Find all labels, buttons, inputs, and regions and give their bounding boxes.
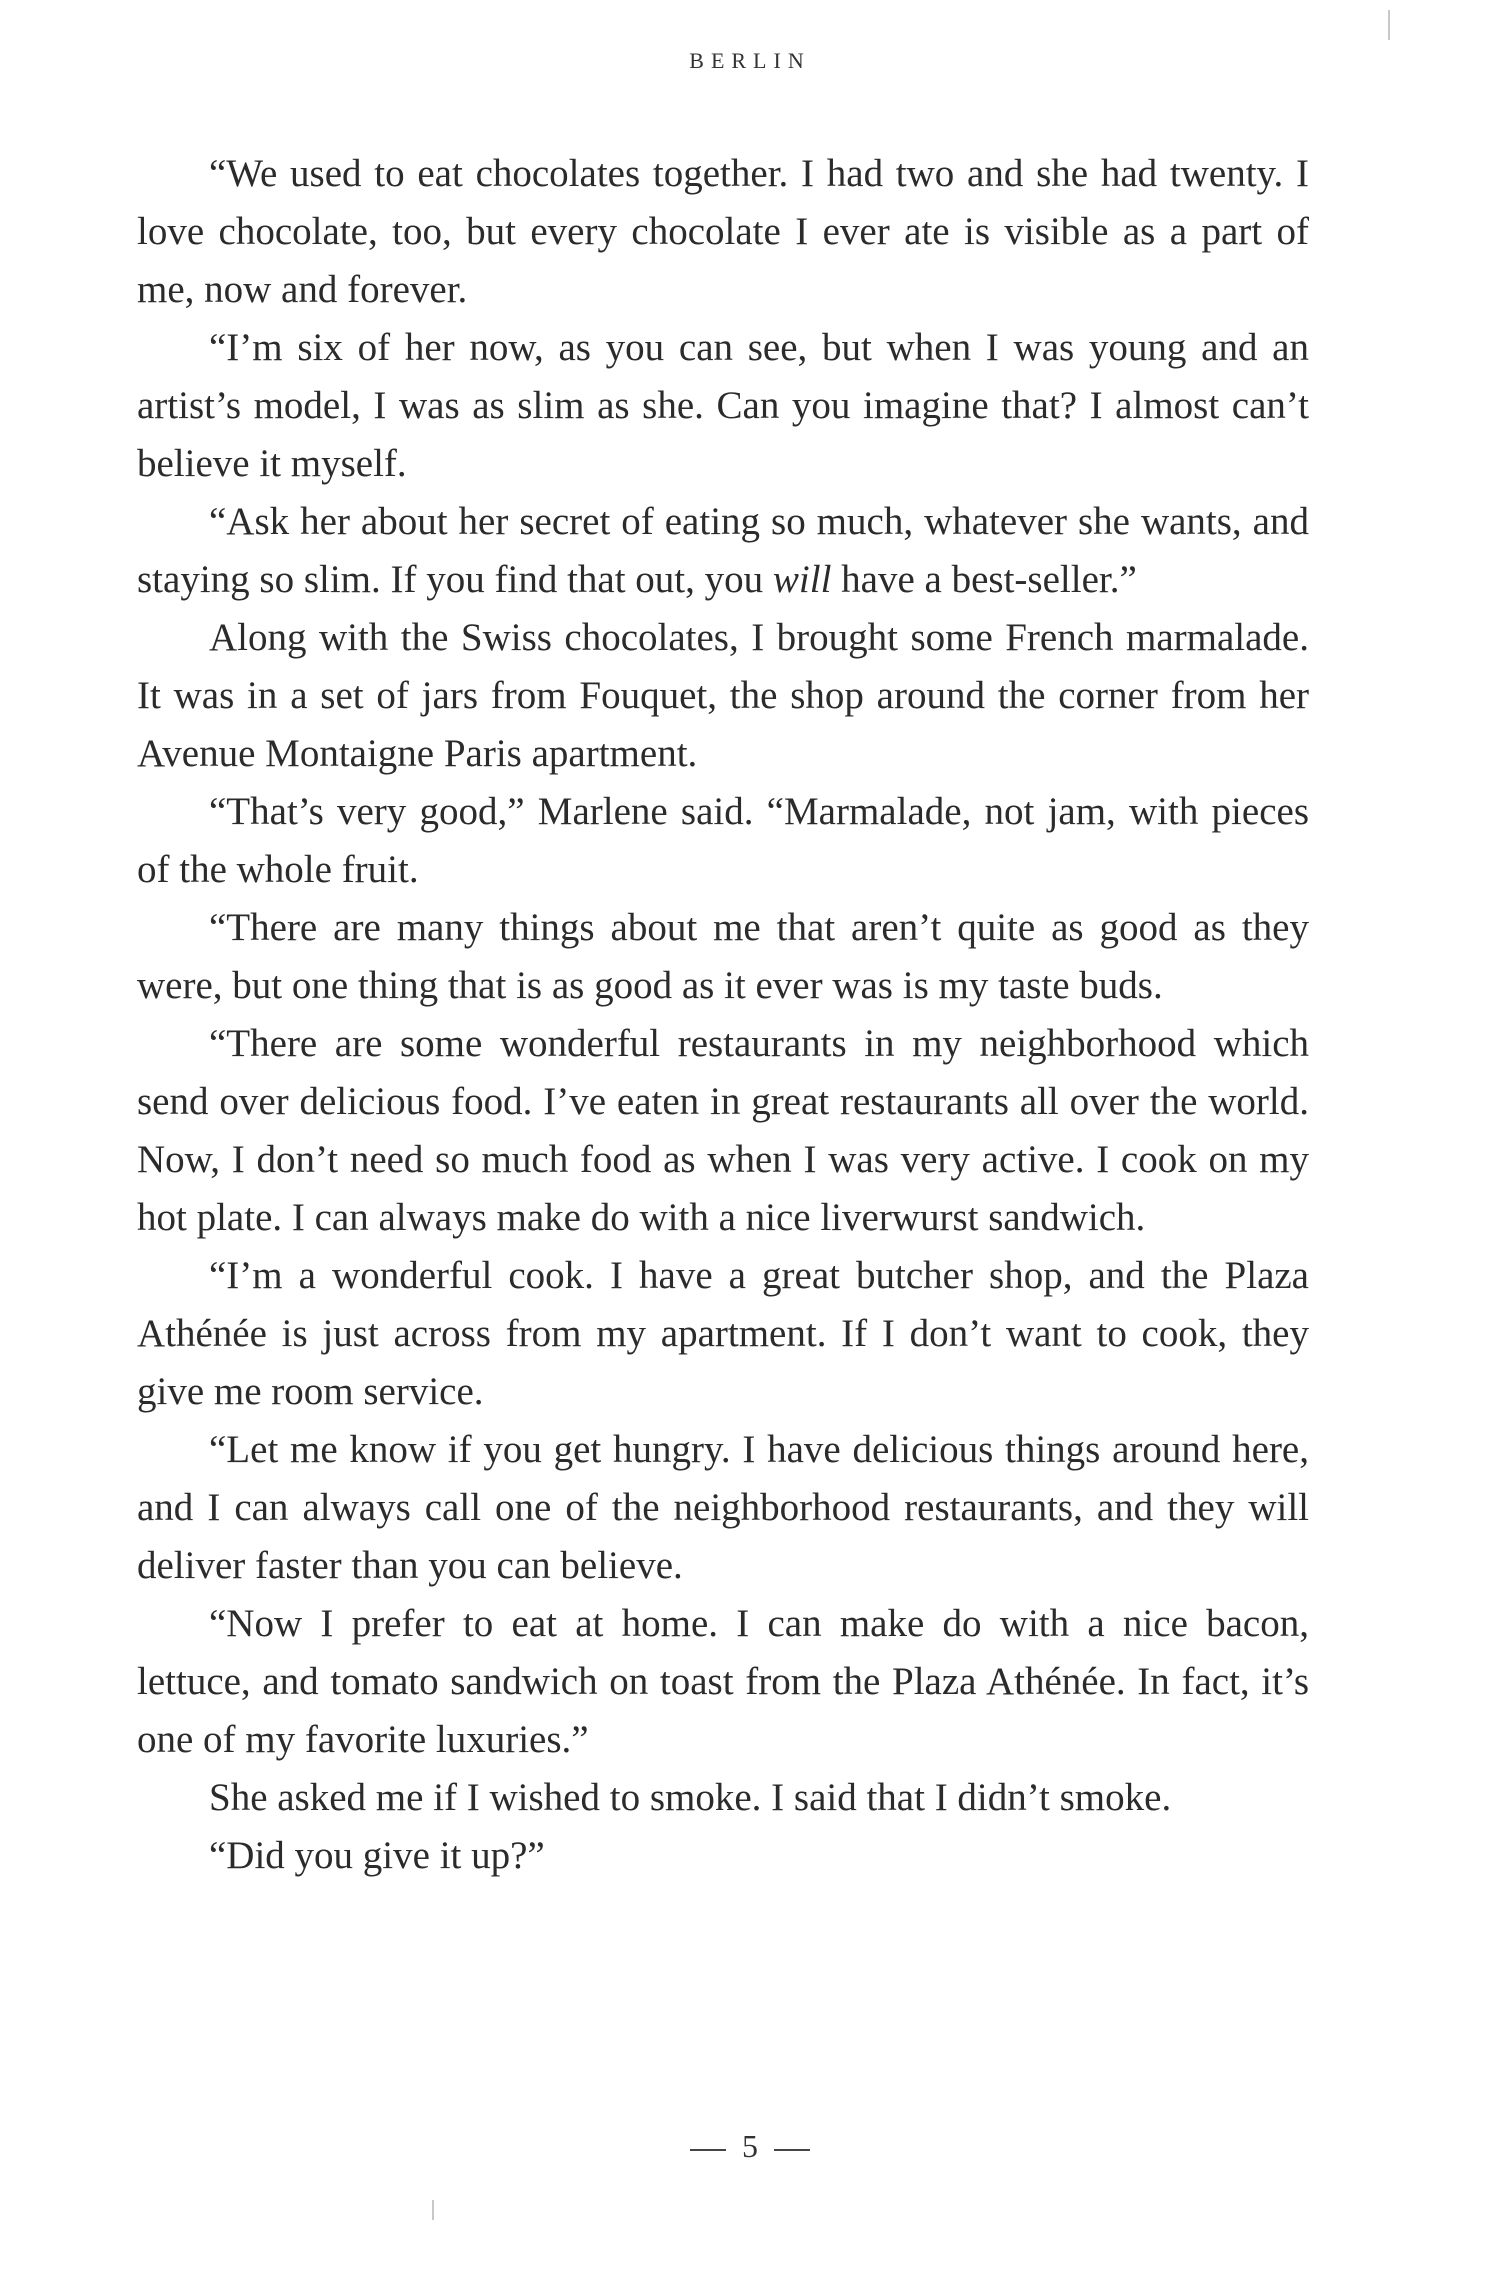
body-text [137, 145, 1309, 1885]
page-number-footer [0, 2128, 1500, 2165]
paragraph: “Did you give it up?” [209, 1834, 545, 1877]
emphasis: will [772, 558, 832, 601]
running-head: BERLIN [689, 48, 811, 73]
paragraph: “That’s very good,” Marlene said. “Marmalade, not jam, with pieces of the whole fruit. [137, 790, 1309, 891]
paragraph: “Now I prefer to eat at home. I can make do with a nice bacon, lettuce, and tomato sandwich on toast from the Plaza Athénée. In fact, it’s one of my favorite luxuries.” [137, 1602, 1309, 1761]
paragraph: “There are many things about me that aren’t quite as good as they were, but one thing that is as good as it ever was is my taste buds. [137, 906, 1309, 1007]
paragraph: “Let me know if you get hungry. I have delicious things around here, and I can always call one of the neighborhood restaurants, and they will deliver faster than you can believe. [137, 1428, 1309, 1587]
paragraph: “I’m a wonderful cook. I have a great butcher shop, and the Plaza Athénée is just across from my apartment. If I don’t want to cook, they give me room service. [137, 1254, 1309, 1413]
paragraph: “We used to eat chocolates together. I had two and she had twenty. I love chocolate, too, but every chocolate I ever ate is visible as a part of me, now and forever. [137, 152, 1309, 311]
paragraph-text: “Ask her about her secret of eating so much, whatever she wants, and staying so slim. If you find that out, you [137, 500, 1309, 601]
paragraph: She asked me if I wished to smoke. I said that I didn’t smoke. [209, 1776, 1172, 1819]
paragraph: Along with the Swiss chocolates, I brought some French marmalade. It was in a set of jars from Fouquet, the shop around the corner from her Avenue Montaigne Paris apartment. [137, 616, 1309, 775]
scan-artifact [432, 2200, 434, 2220]
page-number: 5 [742, 2128, 758, 2164]
scan-artifact [1388, 10, 1390, 40]
dash-ornament-right [774, 2149, 810, 2151]
paragraph-text: have a best-seller.” [831, 558, 1137, 601]
paragraph: “There are some wonderful restaurants in my neighborhood which send over delicious food. I’ve eaten in great restaurants all over the world. Now, I don’t need so much food as when I was very active. I cook on my hot plate. I can always make do with a nice liverwurst sandwich. [137, 1022, 1309, 1239]
paragraph: “I’m six of her now, as you can see, but when I was young and an artist’s model, I was as slim as she. Can you imagine that? I almost can’t believe it myself. [137, 326, 1309, 485]
dash-ornament-left [690, 2149, 726, 2151]
paragraph [137, 493, 1309, 609]
